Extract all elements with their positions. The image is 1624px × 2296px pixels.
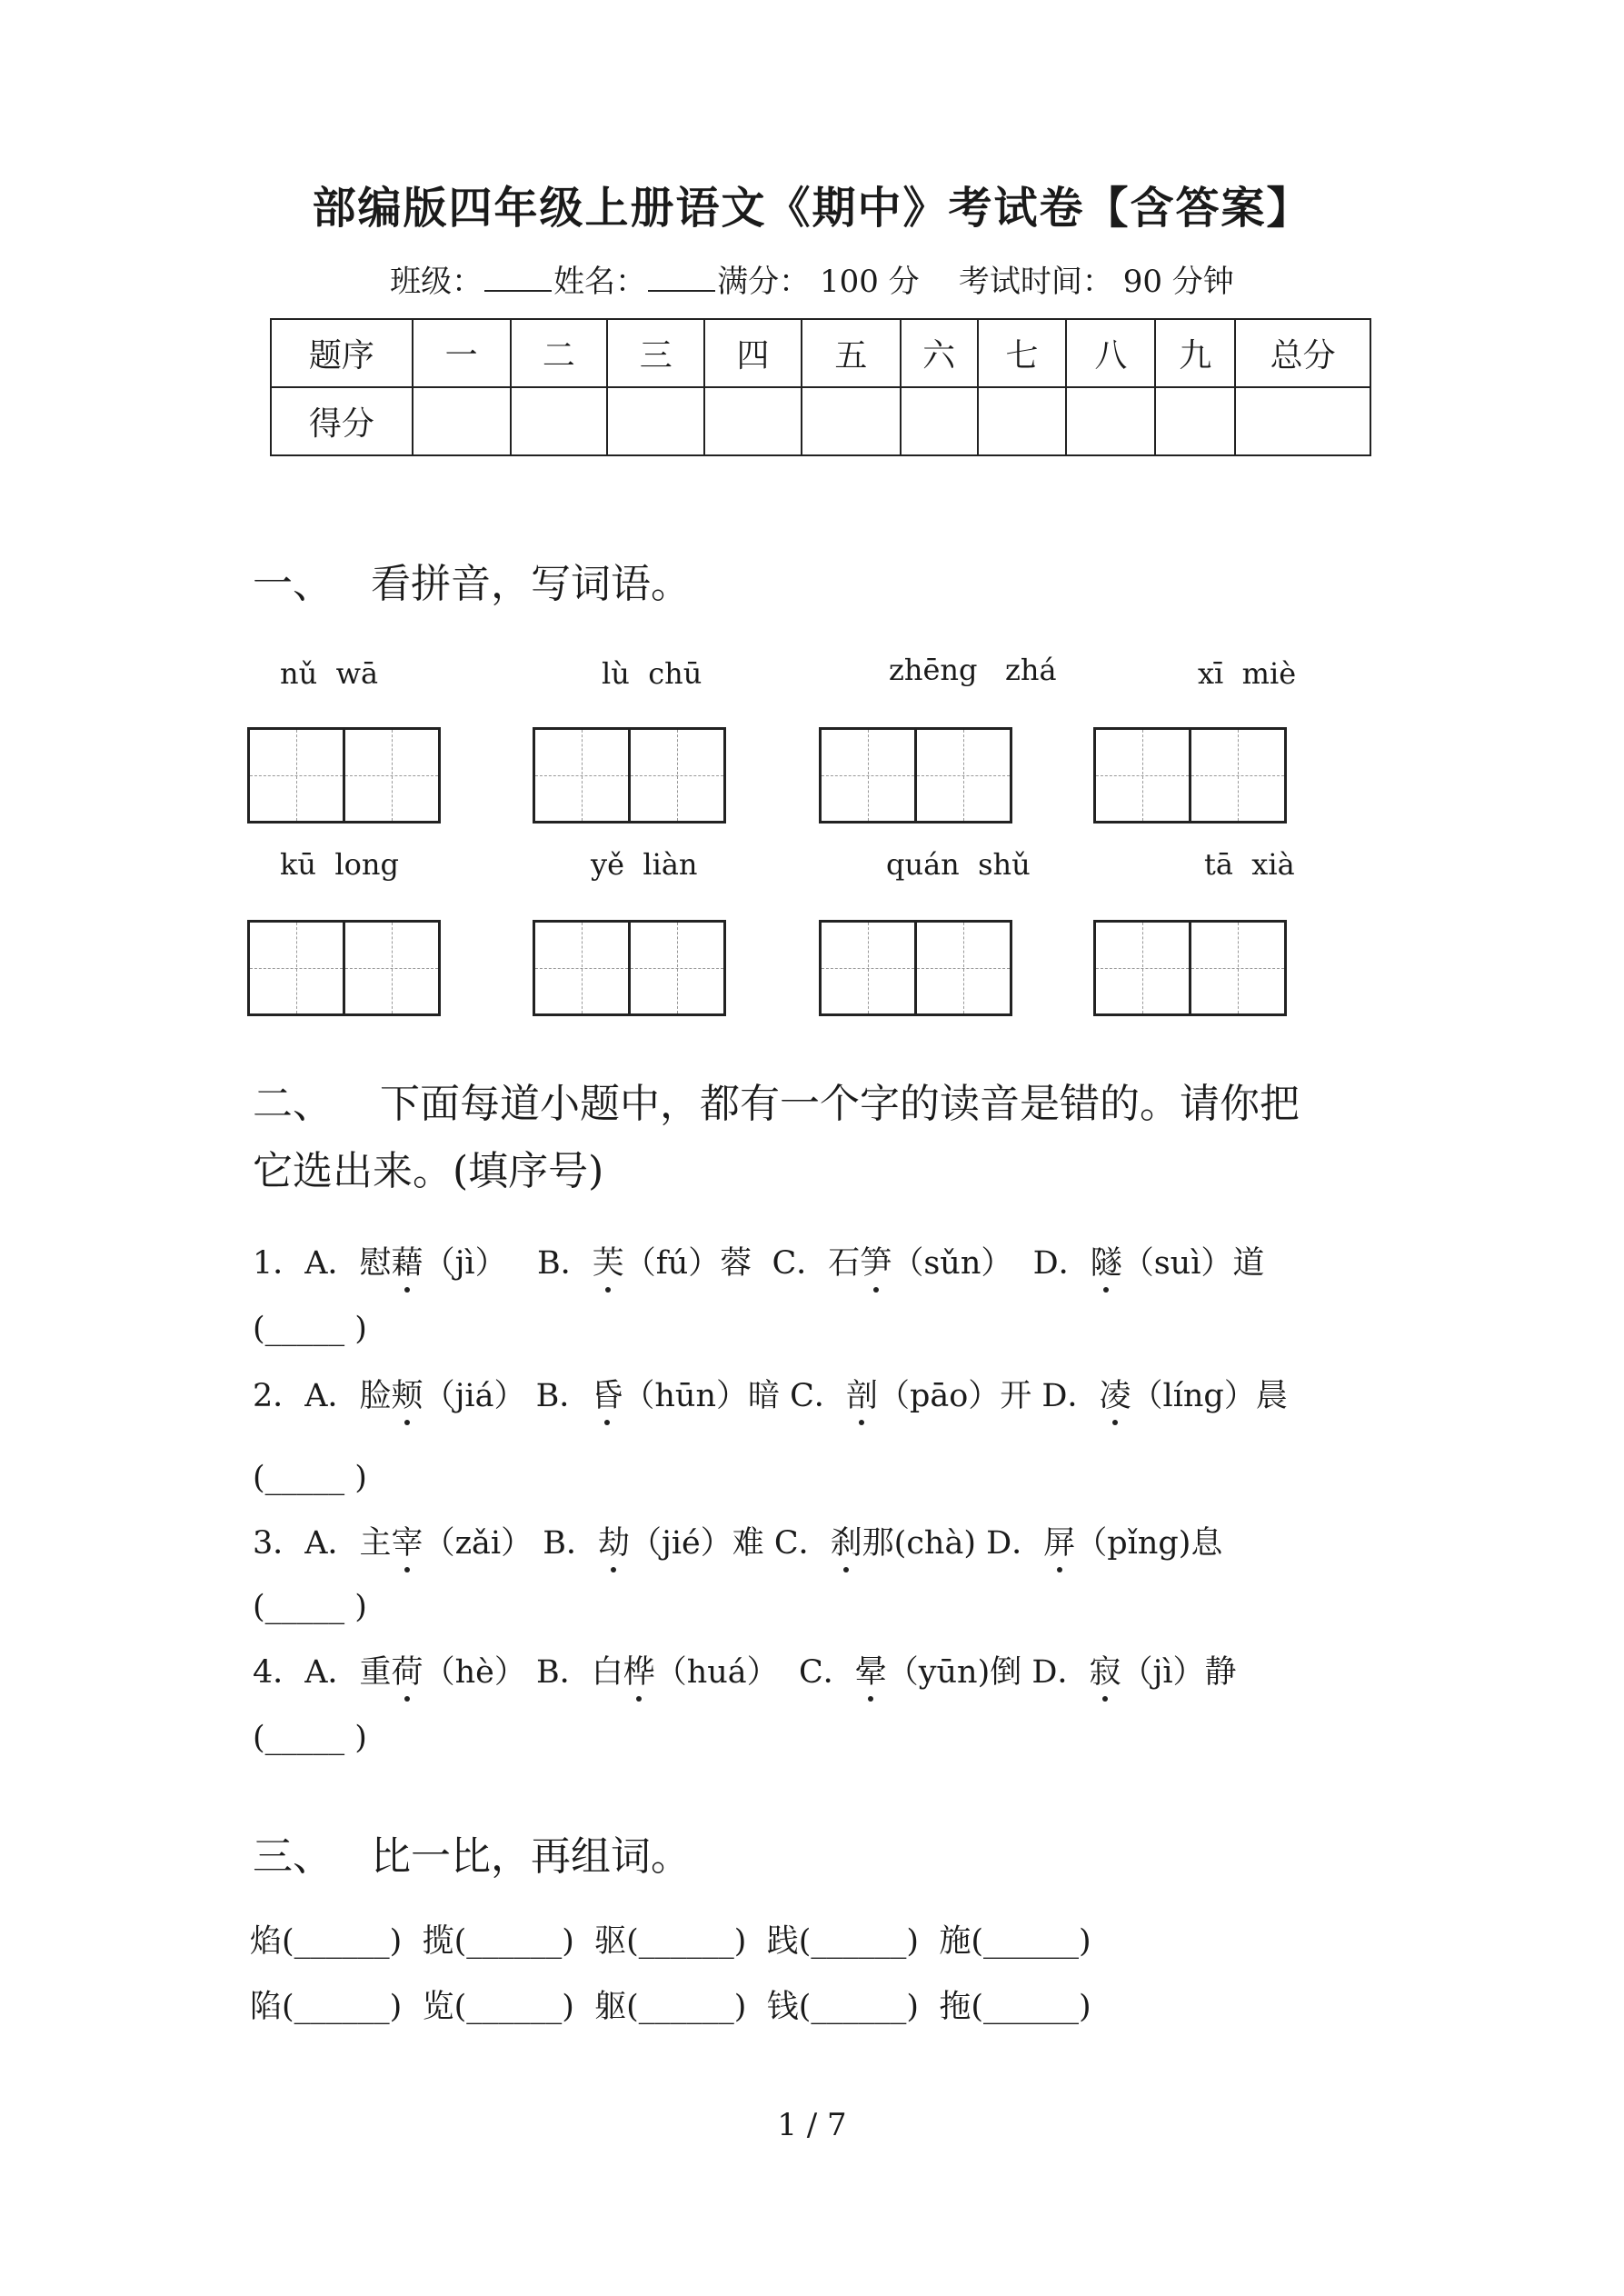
score-input-cell[interactable] bbox=[704, 387, 802, 455]
class-label: 班级： bbox=[390, 264, 483, 300]
answer-blank[interactable]: (_____ ) bbox=[253, 1460, 367, 1496]
writing-grid[interactable] bbox=[247, 920, 441, 1014]
score-table-header-row bbox=[271, 319, 1370, 387]
compare-item[interactable]: 拖(______) bbox=[939, 1989, 1091, 2025]
section-title: 下面每道小题中，都有一个字的读音是错的。请你把 bbox=[380, 1081, 1300, 1127]
compare-item[interactable]: 陷(______) bbox=[250, 1989, 403, 2025]
section-3-heading bbox=[253, 1823, 691, 1882]
writing-grid[interactable] bbox=[533, 920, 726, 1014]
pinyin-label: quán shǔ bbox=[886, 847, 1031, 882]
writing-grid[interactable] bbox=[533, 727, 726, 822]
writing-cell[interactable] bbox=[247, 727, 345, 824]
name-label: 姓名： bbox=[553, 264, 647, 300]
table-cell: 题序 bbox=[271, 319, 413, 387]
page-title: 部编版四年级上册语文《期中》考试卷【含答案】 bbox=[312, 183, 1312, 234]
compare-item[interactable]: 施(______) bbox=[939, 1923, 1091, 1960]
table-cell: 一 bbox=[413, 319, 511, 387]
page-number: 1 / 7 bbox=[777, 2107, 847, 2143]
table-cell: 六 bbox=[901, 319, 978, 387]
pinyin-label: nǔ wā bbox=[280, 656, 379, 691]
pinyin-label: yě liàn bbox=[591, 847, 698, 882]
class-blank bbox=[484, 263, 552, 292]
writing-cell[interactable] bbox=[1191, 920, 1287, 1016]
score-table-score-row bbox=[271, 387, 1370, 455]
section-2-heading-cont: 它选出来。(填序号) bbox=[253, 1148, 604, 1194]
compare-item[interactable]: 驱(______) bbox=[594, 1923, 747, 1960]
score-input-cell[interactable] bbox=[511, 387, 608, 455]
section-number: 二、 bbox=[253, 1081, 333, 1127]
compare-item[interactable]: 揽(______) bbox=[422, 1923, 574, 1960]
name-blank bbox=[648, 263, 715, 292]
score-input-cell[interactable] bbox=[802, 387, 901, 455]
table-cell: 七 bbox=[978, 319, 1067, 387]
table-cell: 八 bbox=[1066, 319, 1155, 387]
writing-cell[interactable] bbox=[1191, 727, 1287, 824]
table-cell: 四 bbox=[704, 319, 802, 387]
section-title: 看拼音，写词语。 bbox=[371, 561, 691, 607]
score-input-cell[interactable] bbox=[1235, 387, 1370, 455]
writing-cell[interactable] bbox=[917, 920, 1012, 1016]
table-cell: 三 bbox=[607, 319, 704, 387]
section-number: 三、 bbox=[253, 1833, 333, 1880]
table-cell: 得分 bbox=[271, 387, 413, 455]
writing-cell[interactable] bbox=[533, 727, 631, 824]
compare-item[interactable]: 躯(______) bbox=[594, 1989, 747, 2025]
writing-grid[interactable] bbox=[819, 920, 1012, 1014]
section-1-heading bbox=[253, 551, 691, 609]
writing-cell[interactable] bbox=[819, 920, 917, 1016]
score-input-cell[interactable] bbox=[1155, 387, 1235, 455]
compare-row-1 bbox=[250, 1916, 1091, 1962]
exam-time: 考试时间： 90 分钟 bbox=[958, 264, 1234, 300]
writing-cell[interactable] bbox=[819, 727, 917, 824]
score-input-cell[interactable] bbox=[978, 387, 1067, 455]
pinyin-label: zhēng zhá bbox=[889, 653, 1057, 687]
writing-cell[interactable] bbox=[917, 727, 1012, 824]
question-4: 4．A．重荷（hè） B．白桦（huá） C．晕（yūn)倒 D．寂（jì）静 bbox=[253, 1654, 1237, 1691]
section-2-heading bbox=[253, 1071, 1300, 1129]
question-2: 2．A．脸颊（jiá） B．昏（hūn）暗 C．剖（pāo）开 D．凌（líng）晨 bbox=[253, 1378, 1288, 1414]
full-score: 满分： 100 分 bbox=[717, 264, 920, 300]
question-1: 1．A．慰藉（jì） B．芙（fú）蓉 C．石笋（sǔn） D．隧（suì）道 bbox=[253, 1245, 1265, 1282]
pinyin-label: tā xià bbox=[1204, 847, 1295, 882]
writing-cell[interactable] bbox=[1093, 727, 1191, 824]
table-cell: 二 bbox=[511, 319, 608, 387]
writing-cell[interactable] bbox=[345, 920, 441, 1016]
writing-grid[interactable] bbox=[1093, 920, 1287, 1014]
writing-cell[interactable] bbox=[631, 920, 726, 1016]
compare-item[interactable]: 钱(______) bbox=[766, 1989, 920, 2025]
writing-cell[interactable] bbox=[533, 920, 631, 1016]
compare-row-2 bbox=[250, 1982, 1091, 2027]
score-table bbox=[270, 318, 1371, 456]
answer-blank[interactable]: (_____ ) bbox=[253, 1589, 367, 1625]
writing-cell[interactable] bbox=[247, 920, 345, 1016]
writing-cell[interactable] bbox=[631, 727, 726, 824]
writing-grid[interactable] bbox=[247, 727, 441, 822]
table-cell: 九 bbox=[1155, 319, 1235, 387]
answer-blank[interactable]: (_____ ) bbox=[253, 1311, 367, 1347]
pinyin-label: lù chū bbox=[602, 656, 702, 691]
answer-blank[interactable]: (_____ ) bbox=[253, 1720, 367, 1756]
writing-cell[interactable] bbox=[345, 727, 441, 824]
writing-cell[interactable] bbox=[1093, 920, 1191, 1016]
compare-item[interactable]: 践(______) bbox=[766, 1923, 920, 1960]
question-3: 3．A．主宰（zǎi） B．劫（jié）难 C．刹那(chà) D．屏（pǐng)息 bbox=[253, 1525, 1223, 1562]
compare-item[interactable]: 焰(______) bbox=[250, 1923, 403, 1960]
score-input-cell[interactable] bbox=[901, 387, 978, 455]
score-input-cell[interactable] bbox=[1066, 387, 1155, 455]
score-input-cell[interactable] bbox=[413, 387, 511, 455]
writing-grid[interactable] bbox=[819, 727, 1012, 822]
pinyin-label: xī miè bbox=[1198, 656, 1297, 691]
exam-info-line bbox=[0, 256, 1624, 301]
section-title: 比一比，再组词。 bbox=[371, 1833, 691, 1880]
writing-grid[interactable] bbox=[1093, 727, 1287, 822]
compare-item[interactable]: 览(______) bbox=[422, 1989, 574, 2025]
table-cell: 五 bbox=[802, 319, 901, 387]
pinyin-label: kū long bbox=[280, 847, 399, 882]
score-input-cell[interactable] bbox=[607, 387, 704, 455]
section-number: 一、 bbox=[253, 561, 333, 607]
table-cell: 总分 bbox=[1235, 319, 1370, 387]
